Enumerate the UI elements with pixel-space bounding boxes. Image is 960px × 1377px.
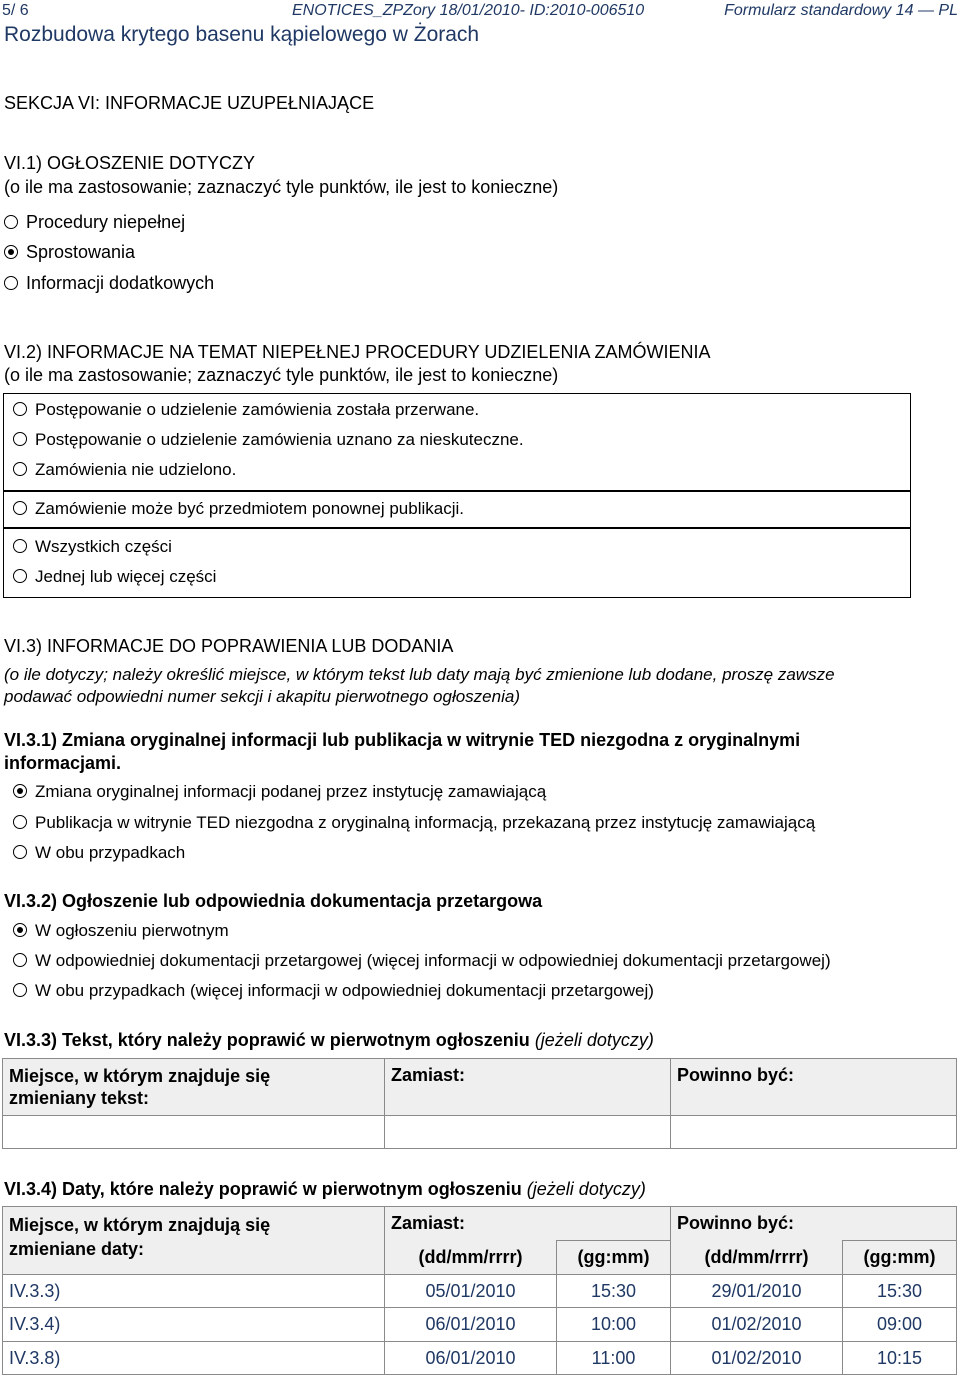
row-old-date: 05/01/2010 — [385, 1275, 557, 1308]
vi3-note-line2: podawać odpowiedni numer sekcji i akapitu pierwotnego ogłoszenia) — [4, 687, 520, 706]
vi2-option-wszystkich[interactable]: Wszystkich części — [13, 536, 172, 558]
row-new-time: 15:30 — [843, 1275, 957, 1308]
vi33-cell-location — [3, 1116, 385, 1149]
row-new-time: 09:00 — [843, 1308, 957, 1342]
vi2-option-nieskuteczne[interactable]: Postępowanie o udzielenie zamówienia uznano za nieskuteczne. — [13, 429, 524, 451]
vi34-col-should-be: Powinno być: — [671, 1207, 957, 1241]
vi33-heading: VI.3.3) Tekst, który należy poprawić w pierwotnym ogłoszeniu (jeżeli dotyczy) — [4, 1030, 654, 1050]
notice-id: ENOTICES_ZPZory 18/01/2010- ID:2010-006510 — [292, 2, 645, 19]
vi2-option-jednej[interactable]: Jednej lub więcej części — [13, 566, 216, 588]
row-old-time: 10:00 — [557, 1308, 671, 1342]
radio-icon — [13, 402, 27, 416]
radio-icon — [13, 501, 27, 515]
vi33-col-should-be: Powinno być: — [671, 1059, 957, 1116]
radio-icon — [13, 983, 27, 997]
vi33-table — [2, 1058, 957, 1149]
row-new-date: 01/02/2010 — [671, 1342, 843, 1375]
vi1-option-informacji[interactable]: Informacji dodatkowych — [4, 272, 214, 294]
vi33-cell-instead — [385, 1116, 671, 1149]
radio-icon — [13, 432, 27, 446]
vi34-table — [2, 1206, 957, 1375]
row-new-date: 29/01/2010 — [671, 1275, 843, 1308]
vi2-option-ponowna-publikacja[interactable]: Zamówienie może być przedmiotem ponownej publikacji. — [13, 498, 464, 520]
row-old-date: 06/01/2010 — [385, 1308, 557, 1342]
vi2-option-przerwane[interactable]: Postępowanie o udzielenie zamówienia została przerwane. — [13, 399, 479, 421]
row-new-time: 10:15 — [843, 1342, 957, 1375]
vi34-col-location: Miejsce, w którym znajdują się zmieniane daty: — [3, 1207, 385, 1275]
vi31-heading-line2: informacjami. — [4, 753, 122, 773]
page-number: 5/ 6 — [2, 2, 29, 19]
vi2-heading: VI.2) INFORMACJE NA TEMAT NIEPEŁNEJ PROCEDURY UDZIELENIA ZAMÓWIENIA — [4, 342, 711, 362]
radio-icon — [13, 569, 27, 583]
vi34-sub-old-date: (dd/mm/rrrr) — [385, 1241, 557, 1275]
vi34-sub-old-time: (gg:mm) — [557, 1241, 671, 1275]
section-heading: SEKCJA VI: INFORMACJE UZUPEŁNIAJĄCE — [4, 93, 375, 113]
vi1-option-procedury[interactable]: Procedury niepełnej — [4, 211, 185, 233]
vi3-note-line1: (o ile dotyczy; należy określić miejsce, w którym tekst lub daty mają być zmienione lub dodane, proszę zawsze — [4, 665, 835, 684]
radio-icon — [4, 276, 18, 290]
row-ref: IV.3.3) — [3, 1275, 385, 1308]
vi33-col-instead: Zamiast: — [385, 1059, 671, 1116]
radio-selected-icon — [13, 784, 27, 798]
vi33-cell-should-be — [671, 1116, 957, 1149]
row-old-time: 11:00 — [557, 1342, 671, 1375]
vi31-option-zmiana[interactable]: Zmiana oryginalnej informacji podanej przez instytucję zamawiającą — [13, 781, 546, 803]
vi31-option-publikacja[interactable]: Publikacja w witrynie TED niezgodna z oryginalną informacją, przekazaną przez instytucję zamawiającą — [13, 812, 815, 834]
vi1-option-sprostowania[interactable]: Sprostowania — [4, 241, 135, 263]
radio-icon — [13, 845, 27, 859]
table-row — [3, 1275, 957, 1308]
vi34-sub-new-time: (gg:mm) — [843, 1241, 957, 1275]
vi34-sub-new-date: (dd/mm/rrrr) — [671, 1241, 843, 1275]
table-row — [3, 1342, 957, 1375]
radio-selected-icon — [4, 245, 18, 259]
vi34-col-instead: Zamiast: — [385, 1207, 671, 1241]
vi3-heading: VI.3) INFORMACJE DO POPRAWIENIA LUB DODANIA — [4, 636, 454, 656]
radio-icon — [13, 539, 27, 553]
form-name: Formularz standardowy 14 — PL — [724, 2, 958, 19]
row-ref: IV.3.4) — [3, 1308, 385, 1342]
vi33-col-location: Miejsce, w którym znajduje się zmieniany tekst: — [3, 1059, 385, 1116]
vi31-heading-line1: VI.3.1) Zmiana oryginalnej informacji lub publikacja w witrynie TED niezgodna z oryginalnymi — [4, 730, 801, 750]
vi32-option-obu[interactable]: W obu przypadkach (więcej informacji w odpowiedniej dokumentacji przetargowej) — [13, 980, 654, 1002]
row-old-date: 06/01/2010 — [385, 1342, 557, 1375]
row-old-time: 15:30 — [557, 1275, 671, 1308]
page-header — [2, 0, 958, 22]
table-row — [3, 1308, 957, 1342]
vi31-option-obu[interactable]: W obu przypadkach — [13, 842, 185, 864]
vi2-option-nie-udzielono[interactable]: Zamówienia nie udzielono. — [13, 459, 236, 481]
vi32-heading: VI.3.2) Ogłoszenie lub odpowiednia dokumentacja przetargowa — [4, 891, 543, 911]
radio-icon — [13, 462, 27, 476]
vi1-heading: VI.1) OGŁOSZENIE DOTYCZY — [4, 153, 256, 173]
document-title: Rozbudowa krytego basenu kąpielowego w Żorach — [4, 23, 480, 46]
row-new-date: 01/02/2010 — [671, 1308, 843, 1342]
vi34-heading: VI.3.4) Daty, które należy poprawić w pierwotnym ogłoszeniu (jeżeli dotyczy) — [4, 1179, 646, 1199]
vi2-note: (o ile ma zastosowanie; zaznaczyć tyle punktów, ile jest to konieczne) — [4, 365, 559, 385]
radio-icon — [13, 815, 27, 829]
radio-icon — [13, 953, 27, 967]
vi1-note: (o ile ma zastosowanie; zaznaczyć tyle punktów, ile jest to konieczne) — [4, 177, 559, 197]
vi32-option-pierwotne[interactable]: W ogłoszeniu pierwotnym — [13, 920, 229, 942]
row-ref: IV.3.8) — [3, 1342, 385, 1375]
vi32-option-dokumentacja[interactable]: W odpowiedniej dokumentacji przetargowej (więcej informacji w odpowiedniej dokumentacji przetargowej) — [13, 950, 831, 972]
radio-icon — [4, 215, 18, 229]
radio-selected-icon — [13, 923, 27, 937]
